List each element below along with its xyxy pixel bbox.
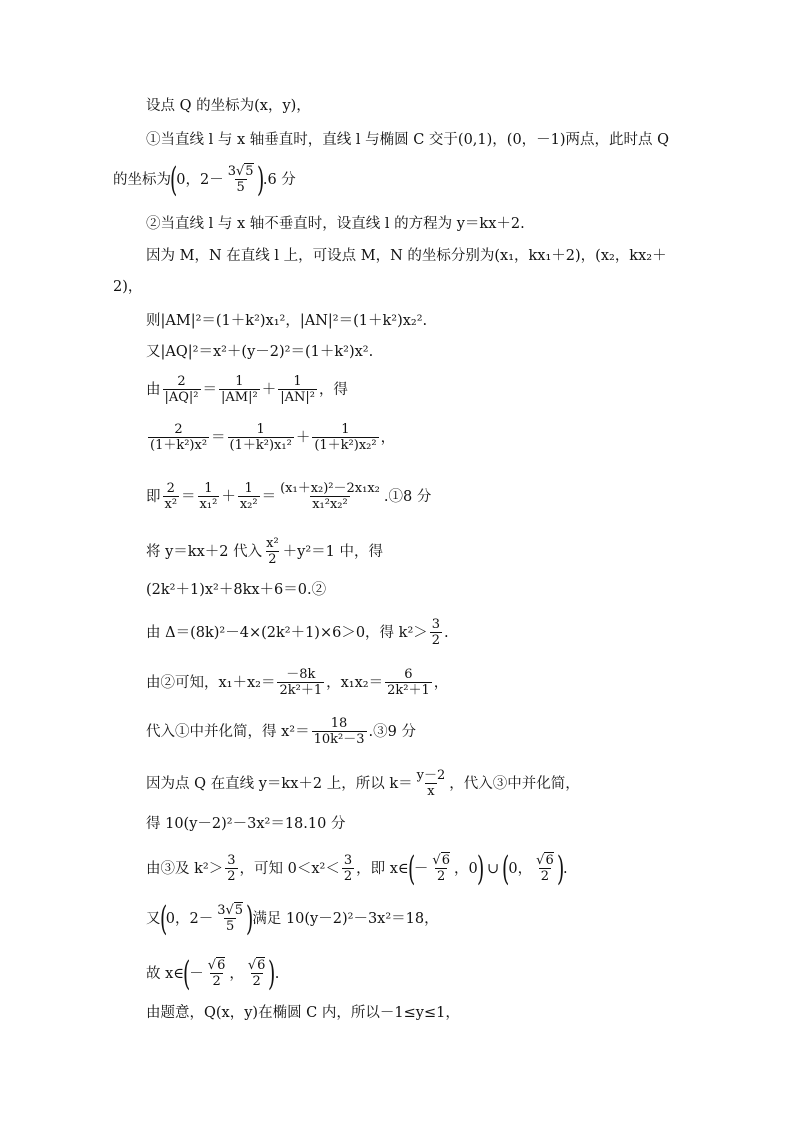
period: . [274, 965, 280, 982]
fraction-3-over-2: $\frac{3}{2}$ [343, 853, 353, 884]
comma: ， [229, 965, 244, 982]
fraction-6-over-den: $\frac{6}{\text{2k²＋1}}$ [387, 667, 430, 698]
line-text: ①当直线 l 与 x 轴垂直时，直线 l 与椭圆 C 交于(0,1)，(0，－1)两点，此时点 Q [146, 132, 670, 148]
comma: ， [380, 429, 396, 446]
left-paren: ( [183, 953, 191, 994]
text-line-5 [146, 247, 667, 265]
text-line-4 [146, 215, 525, 233]
line-text: 2)， [113, 279, 143, 295]
fraction-1-over-an2: $\frac{1}{\text{|AN|²}}$ [280, 374, 315, 405]
comma: ， [453, 860, 469, 877]
fraction-sum-expression: $\frac{\text{(x₁＋x₂)²－2x₁x₂}}{\text{x₁²x₂²}}$ [280, 481, 380, 512]
left-paren: ( [407, 848, 415, 889]
minus-sign: － [413, 860, 429, 877]
line-text: 由③及 k²＞ [146, 860, 224, 877]
line-text: 又|AQ|²＝x²＋(y－2)²＝(1＋k²)x². [146, 344, 374, 360]
text-line-16 [146, 716, 416, 747]
line-text: 因为点 Q 在直线 y＝kx＋2 上，所以 k＝ [146, 775, 413, 792]
line-text: 由 Δ＝(8k)²－4×(2k²＋1)×6＞0，得 k²＞ [146, 624, 428, 641]
fraction-slope: $\frac{y-2}{x}$ [416, 768, 446, 799]
plus-sign: ＋ [221, 488, 236, 505]
line-text: 满足 10(y－2)²－3x²＝18， [252, 910, 439, 927]
line-text: ②当直线 l 与 x 轴不垂直时，设直线 l 的方程为 y＝kx＋2. [146, 216, 525, 232]
line-text: 由题意，Q(x，y)在椭圆 C 内，所以－1≤y≤1， [146, 1005, 460, 1021]
line-text: ，代入③中并化简， [449, 775, 580, 792]
line-text: ，得 [318, 381, 348, 398]
right-paren: ) [476, 848, 484, 889]
plus-sign: ＋ [261, 381, 277, 398]
line-text: ，即 x∈ [356, 860, 409, 877]
text-line-22 [146, 1004, 460, 1022]
fraction-3-over-2: $\frac{3}{2}$ [431, 617, 441, 648]
line-text: 因为 M，N 在直线 l 上，可设点 M，N 的坐标分别为(x₁，kx₁＋2)，(x₂，kx₂＋ [146, 248, 667, 264]
line-text: 由②可知，x₁＋x₂＝ [146, 674, 276, 691]
line-text: 设点 Q 的坐标为(x，y)， [146, 98, 311, 114]
right-paren: ) [268, 953, 276, 994]
left-paren: ( [169, 159, 178, 200]
text-line-7 [146, 312, 427, 330]
fraction-neg8k: $\frac{-8k}{\text{2k²＋1}}$ [279, 667, 323, 698]
point-coords: 0，2－ [176, 171, 224, 188]
text-line-13 [146, 581, 326, 599]
text-line-19 [146, 848, 568, 889]
equals-sign: ＝ [202, 381, 218, 398]
text-line-10 [146, 422, 395, 453]
score-mark: .6 分 [262, 171, 296, 188]
text-line-3 [113, 159, 296, 200]
line-text: 故 x∈ [146, 965, 185, 982]
line-text: 即 [146, 488, 161, 505]
text-line-8 [146, 343, 373, 361]
line-text: (2k²＋1)x²＋8kx＋6＝0.② [146, 582, 327, 598]
fraction-3-over-2: $\frac{3}{2}$ [227, 853, 236, 884]
period: . [562, 860, 568, 877]
text-line-17 [146, 768, 580, 799]
text-line-9 [146, 374, 348, 405]
line-text: 则|AM|²＝(1＋k²)x₁²，|AN|²＝(1＋k²)x₂². [146, 313, 428, 329]
union-sign: ∪ [486, 860, 500, 877]
comma: ， [433, 674, 449, 691]
equals-sign: ＝ [181, 488, 196, 505]
plus-sign: ＋ [295, 429, 311, 446]
right-paren: ) [556, 848, 564, 889]
fraction-3sqrt5-over-5: $\frac{3√5}{5}$ [217, 903, 244, 934]
line-text: 的坐标为 [113, 171, 171, 188]
fraction-sqrt6-over-2: $\frac{√6}{2}$ [536, 853, 554, 884]
line-text: 得 10(y－2)²－3x²＝18.10 分 [146, 816, 346, 832]
fraction-3sqrt5-over-5: $\frac{3√5}{5}$ [227, 164, 254, 195]
line-text: 又 [146, 910, 161, 927]
text-line-18 [146, 815, 345, 833]
zero: 0， [508, 860, 533, 877]
left-paren: ( [502, 848, 510, 889]
left-paren: ( [159, 898, 167, 939]
right-paren: ) [246, 898, 254, 939]
fraction-2-over-x2: $\frac{2}{\text{x²}}$ [164, 481, 178, 512]
period: . [444, 624, 449, 641]
score-mark: .③9 分 [368, 723, 416, 740]
equals-sign: ＝ [211, 429, 226, 446]
line-text: 将 y＝kx＋2 代入 [146, 543, 263, 560]
right-paren: ) [256, 159, 264, 200]
line-text: ，可知 0＜x²＜ [239, 860, 340, 877]
text-line-15 [146, 667, 448, 698]
text-line-11 [146, 481, 431, 512]
text-line-20 [146, 898, 439, 939]
point-coords: 0，2－ [165, 910, 214, 927]
fraction-1-over-am2: $\frac{1}{\text{|AM|²}}$ [221, 374, 258, 405]
line-text: ，x₁x₂＝ [326, 674, 384, 691]
fraction-sqrt6-over-2: $\frac{√6}{2}$ [207, 958, 226, 989]
text-line-1 [146, 97, 311, 115]
minus-sign: － [189, 965, 204, 982]
text-line-6 [113, 278, 142, 296]
fraction-1-over-d3: $\frac{1}{\text{(1＋k²)x₂²}}$ [314, 422, 377, 453]
zero: 0 [468, 860, 478, 877]
fraction-sqrt6-over-2: $\frac{√6}{2}$ [432, 853, 450, 884]
fraction-1-over-d2: $\frac{1}{\text{(1＋k²)x₁²}}$ [229, 422, 292, 453]
text-line-21 [146, 953, 280, 994]
fraction-1-over-x12: $\frac{1}{\text{x₁²}}$ [199, 481, 218, 512]
line-text: 由 [146, 381, 161, 398]
fraction-2-over-d1: $\frac{2}{\text{(1＋k²)x²}}$ [150, 422, 208, 453]
text-line-12 [146, 536, 383, 567]
fraction-sqrt6-over-2: $\frac{√6}{2}$ [247, 958, 266, 989]
equals-sign: ＝ [261, 488, 277, 505]
score-mark: .①8 分 [383, 488, 432, 505]
fraction-1-over-x22: $\frac{1}{\text{x₂²}}$ [239, 481, 258, 512]
text-line-2 [146, 131, 669, 149]
fraction-x2-over-2: $\frac{\text{x²}}{2}$ [266, 536, 279, 567]
fraction-18-over-den: $\frac{18}{\text{10k²－3}}$ [313, 716, 365, 747]
line-text: 代入①中并化简，得 x²＝ [146, 723, 310, 740]
text-line-14 [146, 617, 449, 648]
line-text: ＋y²＝1 中，得 [282, 543, 383, 560]
fraction-2-over-aq2: $\frac{2}{\text{|AQ|²}}$ [164, 374, 199, 405]
